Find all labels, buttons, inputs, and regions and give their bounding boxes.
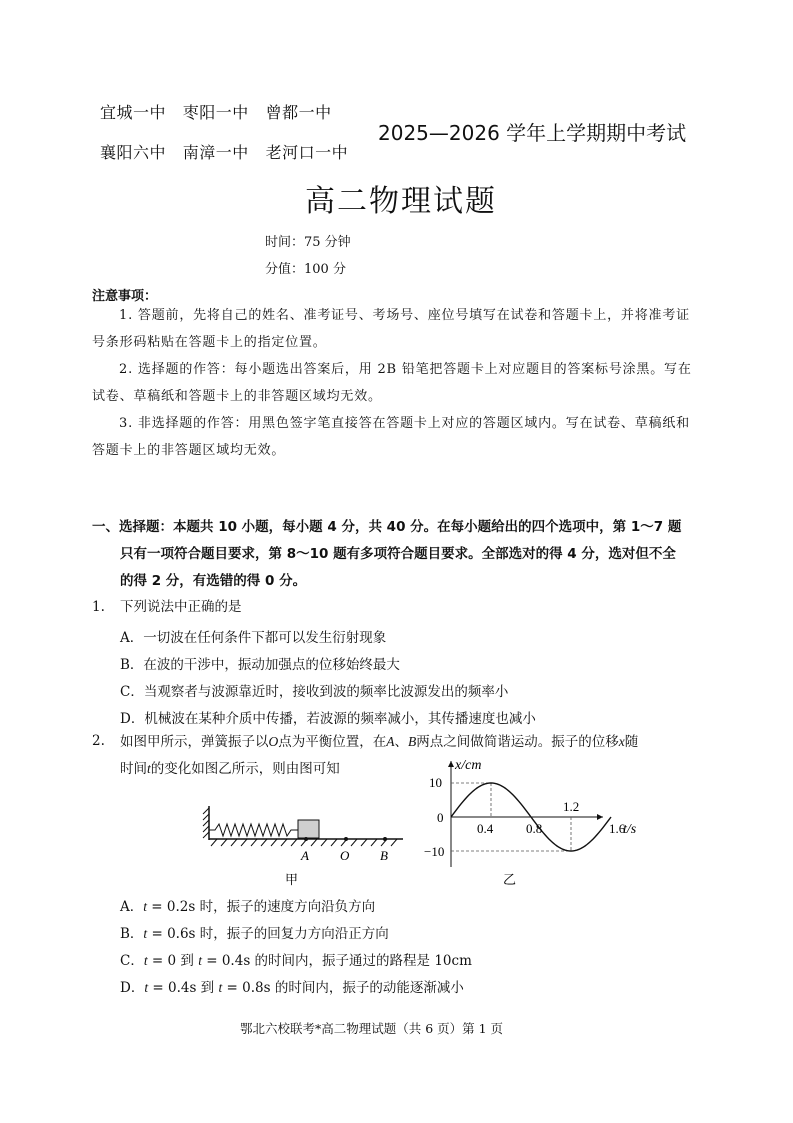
x-tick-label: 0.8 [526,821,543,836]
option-text: = 0.8s 的时间内，振子的动能逐渐减小 [222,980,464,996]
page-title: 高二物理试题 [305,184,497,219]
section-instructions-line: 只有一项符合题目要求，第 8～10 题有多项符合题目要求。全部选对的得 4 分，选对但不全 [120,546,676,562]
section-instructions-line: 一、选择题：本题共 10 小题，每小题 4 分，共 40 分。在每小题给出的四个选项中，第 1～7 题 [92,519,682,535]
figure-xt-graph [415,755,637,890]
school-name: 南漳一中 [182,143,249,162]
option-letter: A． [120,899,144,915]
option-text: = 0.6s 时，振子的回复力方向沿正方向 [147,926,389,942]
question-number: 1. [92,599,105,615]
stem-text: 随 [624,734,639,750]
school-list-row1 [100,100,332,123]
option-text: = 0.2s 时，振子的速度方向沿负方向 [147,899,376,915]
point-b-dot [383,837,387,841]
answer-option: D．机械波在某种介质中传播，若波源的频率减小，其传播速度也减小 [120,711,536,727]
variable-label: x [618,734,625,749]
y-tick-label: −10 [424,844,445,859]
notice-item: 2. 选择题的作答：每小题选出答案后，用 2B 铅笔把答题卡上对应题目的答案标号涂黑。写在试卷、草稿纸和答题卡上的非答题区域均无效。 [92,362,692,404]
answer-option: B．在波的干涉中，振动加强点的位移始终最大 [120,657,400,673]
y-axis-label: x/cm [455,758,482,773]
y-tick-label: 10 [429,775,442,790]
variable-label: t [143,926,148,941]
point-label: O [268,734,279,749]
variable-label: t [143,899,148,914]
question-stem-line [120,755,340,783]
school-name: 枣阳一中 [182,103,249,122]
answer-option: A．一切波在任何条件下都可以发生衍射现象 [120,630,387,646]
x-axis-label: t/s [623,822,637,837]
point-a-label: A [301,848,309,863]
variable-label: t [143,953,148,968]
school-name: 襄阳六中 [100,143,167,162]
point-o-label: O [340,848,350,863]
notice-item: 1. 答题前，先将自己的姓名、准考证号、考场号、座位号填写在试卷和答题卡上，并将准考证号条形码粘贴在答题卡上的指定位置。 [92,308,690,350]
floor-hatch [211,839,397,846]
notice-item: 3. 非选择题的作答：用黑色签字笔直接答在答题卡上对应的答题区域内。写在试卷、草稿纸和答题卡上的非答题区域均无效。 [92,416,690,458]
x-tick-label: 1.2 [563,799,580,814]
school-name: 老河口一中 [265,143,349,162]
answer-option [120,976,464,996]
option-text: = 0.4s 到 [148,980,219,996]
answer-option [120,895,375,915]
variable-label: t [147,761,151,776]
variable-label: t [218,980,223,995]
option-text: = 0 到 [147,953,199,969]
option-letter: B． [120,926,144,942]
figure-spring-oscillator [195,800,410,890]
x-tick-label: 0.4 [477,821,494,836]
answer-option [120,922,389,942]
x-tick-label: 1.6 [609,821,626,836]
point-b-label: B [380,848,388,863]
question-stem: 下列说法中正确的是 [120,599,242,615]
exam-score: 分值：100 分 [265,262,346,277]
figure-caption: 甲 [285,872,299,887]
y-tick-label: 0 [437,810,444,825]
notice-heading: 注意事项： [92,289,158,304]
wall-hatch [203,808,209,838]
stem-text: 如图甲所示，弹簧振子以 [120,734,269,750]
stem-text: 、 [394,734,408,750]
stem-text: 时间 [120,761,147,777]
section-instructions-line: 的得 2 分，有选错的得 0 分。 [120,573,307,589]
answer-option [120,949,472,969]
option-text: = 0.4s 的时间内，振子通过的路程是 10cm [201,953,472,969]
school-name: 曾都一中 [265,103,332,122]
answer-option: C．当观察者与波源靠近时，接收到波的频率比波源发出的频率小 [120,684,509,700]
option-letter: C． [120,953,144,969]
figure-caption: 乙 [503,872,517,887]
point-label: A [386,734,395,749]
question-stem-line [120,728,638,756]
variable-label: t [198,953,202,968]
point-a-dot [304,837,308,841]
question-number: 2. [92,733,105,749]
option-letter: D． [120,980,145,996]
exam-title: 2025—2026 学年上学期期中考试 [378,121,687,145]
point-label: B [408,734,417,749]
exam-time: 时间：75 分钟 [265,235,351,250]
school-list-row2 [100,140,348,163]
stem-text: 的变化如图乙所示，则由图可知 [150,761,340,777]
oscillator-block [298,820,319,838]
variable-label: t [144,980,149,995]
stem-text: 两点之间做简谐运动。振子的位移 [416,734,619,750]
point-o-dot [344,837,348,841]
school-name: 宜城一中 [100,103,167,122]
spring [209,824,298,836]
stem-text: 点为平衡位置，在 [278,734,387,750]
page-footer: 鄂北六校联考*高二物理试题（共 6 页）第 1 页 [240,1021,504,1036]
